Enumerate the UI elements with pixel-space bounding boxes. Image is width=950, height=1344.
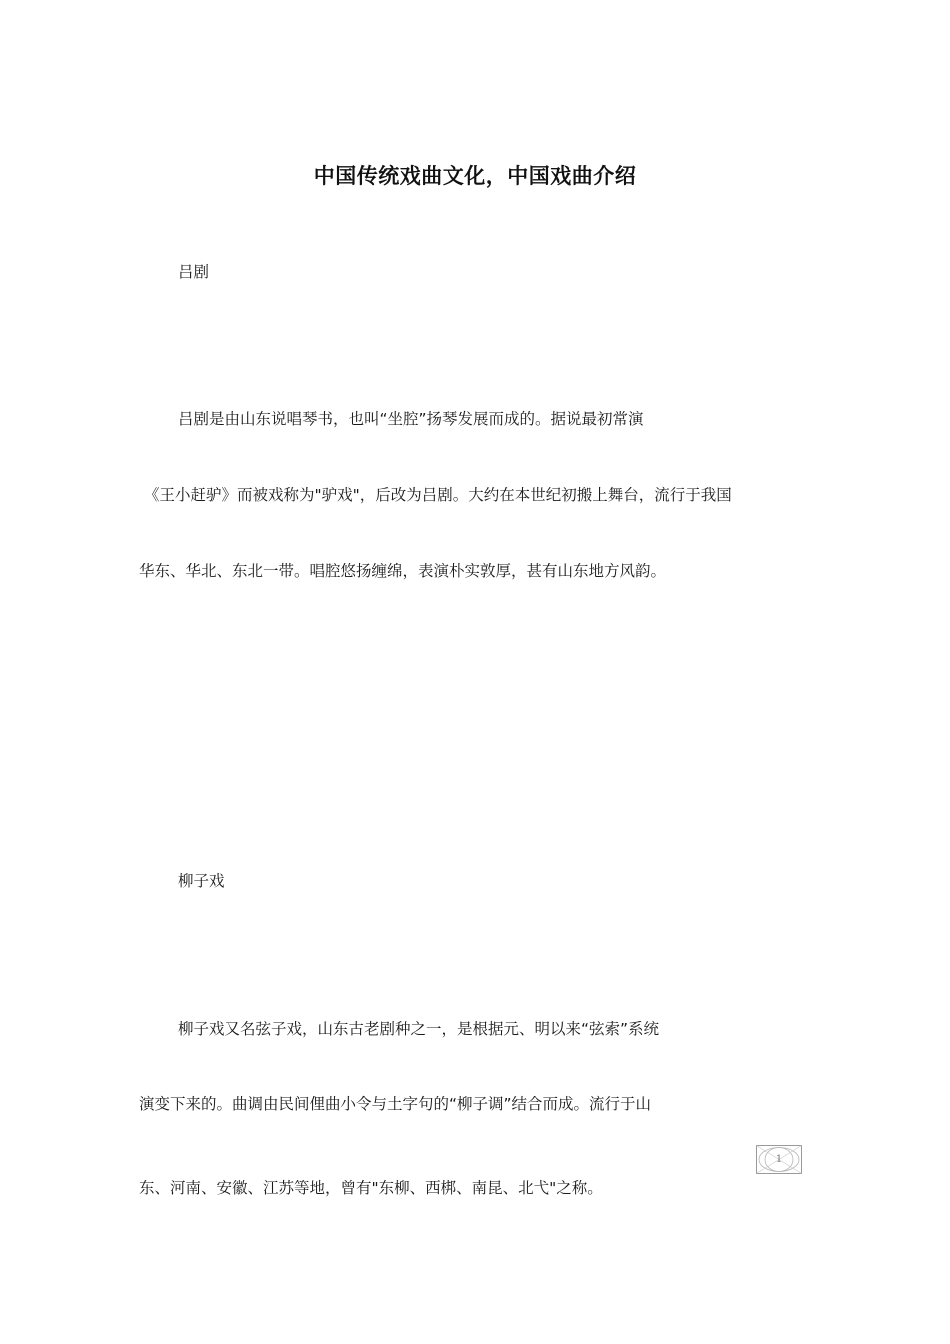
paragraph-line: 《王小赶驴》而被戏称为"驴戏"，后改为吕剧。大约在本世纪初搬上舞台，流行于我国 [144, 486, 732, 504]
paragraph-line: 柳子戏又名弦子戏，山东古老剧种之一，是根据元、明以来“弦索”系统 [178, 1020, 660, 1038]
paragraph-line: 华东、华北、东北一带。唱腔悠扬缠绵，表演朴实敦厚，甚有山东地方风韵。 [139, 562, 667, 580]
page-number: 1 [775, 1154, 783, 1165]
paragraph-line: 演变下来的。曲调由民间俚曲小令与土字句的“柳子调”结合而成。流行于山 [139, 1095, 652, 1113]
paragraph-line: 吕剧是由山东说唱琴书，也叫“坐腔”扬琴发展而成的。据说最初常演 [178, 410, 644, 428]
paragraph-line: 东、河南、安徽、江苏等地，曾有"东柳、西梆、南昆、北弋"之称。 [139, 1179, 603, 1197]
document-title: 中国传统戏曲文化，中国戏曲介绍 [313, 164, 637, 188]
section-heading-lvju: 吕剧 [178, 263, 210, 281]
page-number-badge [756, 1145, 802, 1174]
section-heading-liuzixi: 柳子戏 [178, 872, 225, 890]
